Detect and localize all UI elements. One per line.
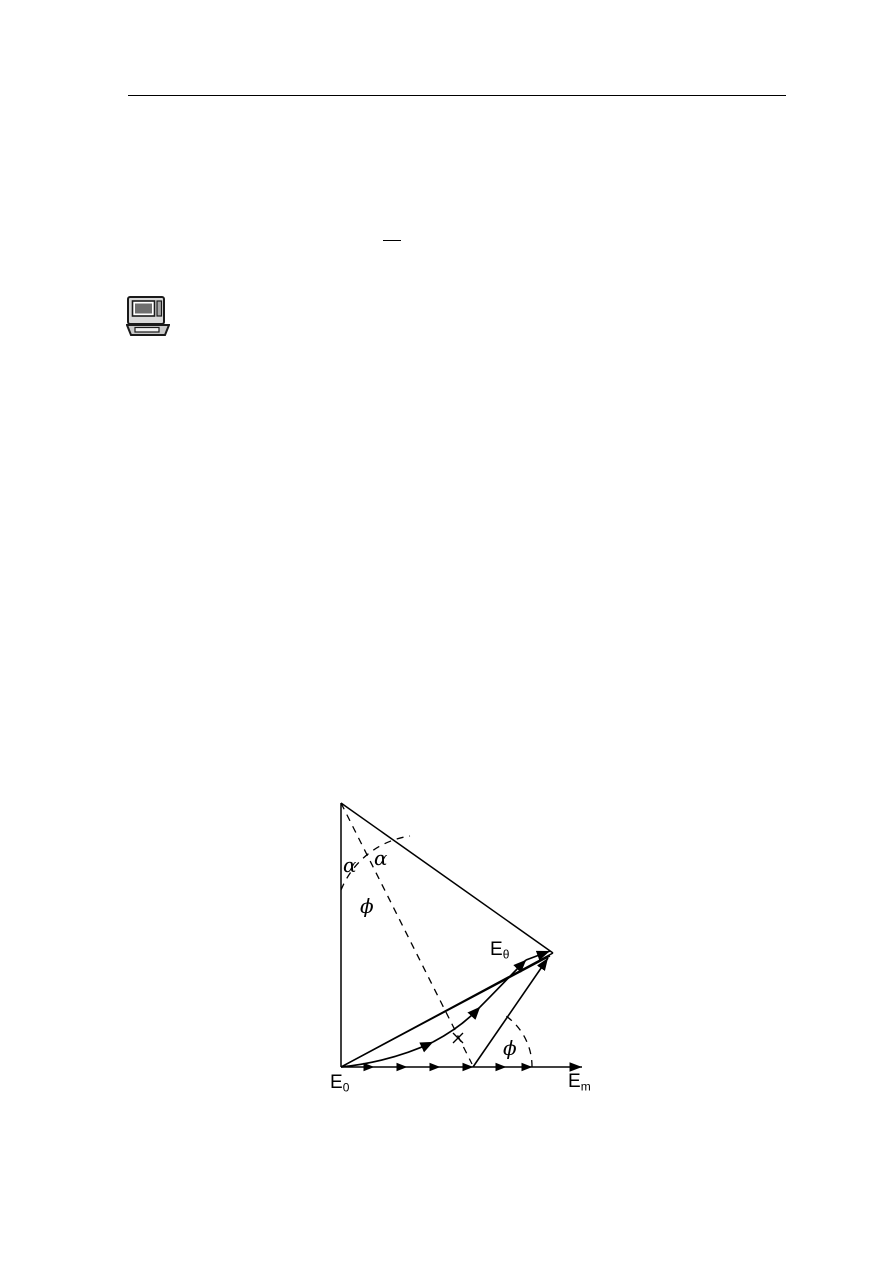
label-e-theta-subscript: θ xyxy=(502,947,510,962)
label-alpha-right: α xyxy=(374,846,388,870)
label-phi-bottom: ϕ xyxy=(503,1036,517,1060)
dashed-bisector xyxy=(341,803,472,1064)
header-rule xyxy=(128,95,786,96)
cross-marker xyxy=(453,1033,463,1043)
label-alpha-left: α xyxy=(343,853,357,877)
label-e-zero: $E_0$ xyxy=(330,1072,350,1095)
phasor-diagram xyxy=(300,780,660,1110)
triangle-outline xyxy=(341,803,553,1067)
label-e-max-subscript: m xyxy=(580,1079,591,1094)
chord-secondary xyxy=(341,956,550,1067)
short-dash-mark xyxy=(383,240,401,241)
label-e-zero-subscript: 0 xyxy=(342,1080,350,1095)
label-phi-top: ϕ xyxy=(360,894,374,918)
phasor-diagram-svg xyxy=(300,780,660,1110)
label-e-max: $E_m$ xyxy=(568,1071,591,1094)
computer-icon xyxy=(126,295,170,337)
label-e-theta: $E_\theta$ xyxy=(490,939,510,962)
